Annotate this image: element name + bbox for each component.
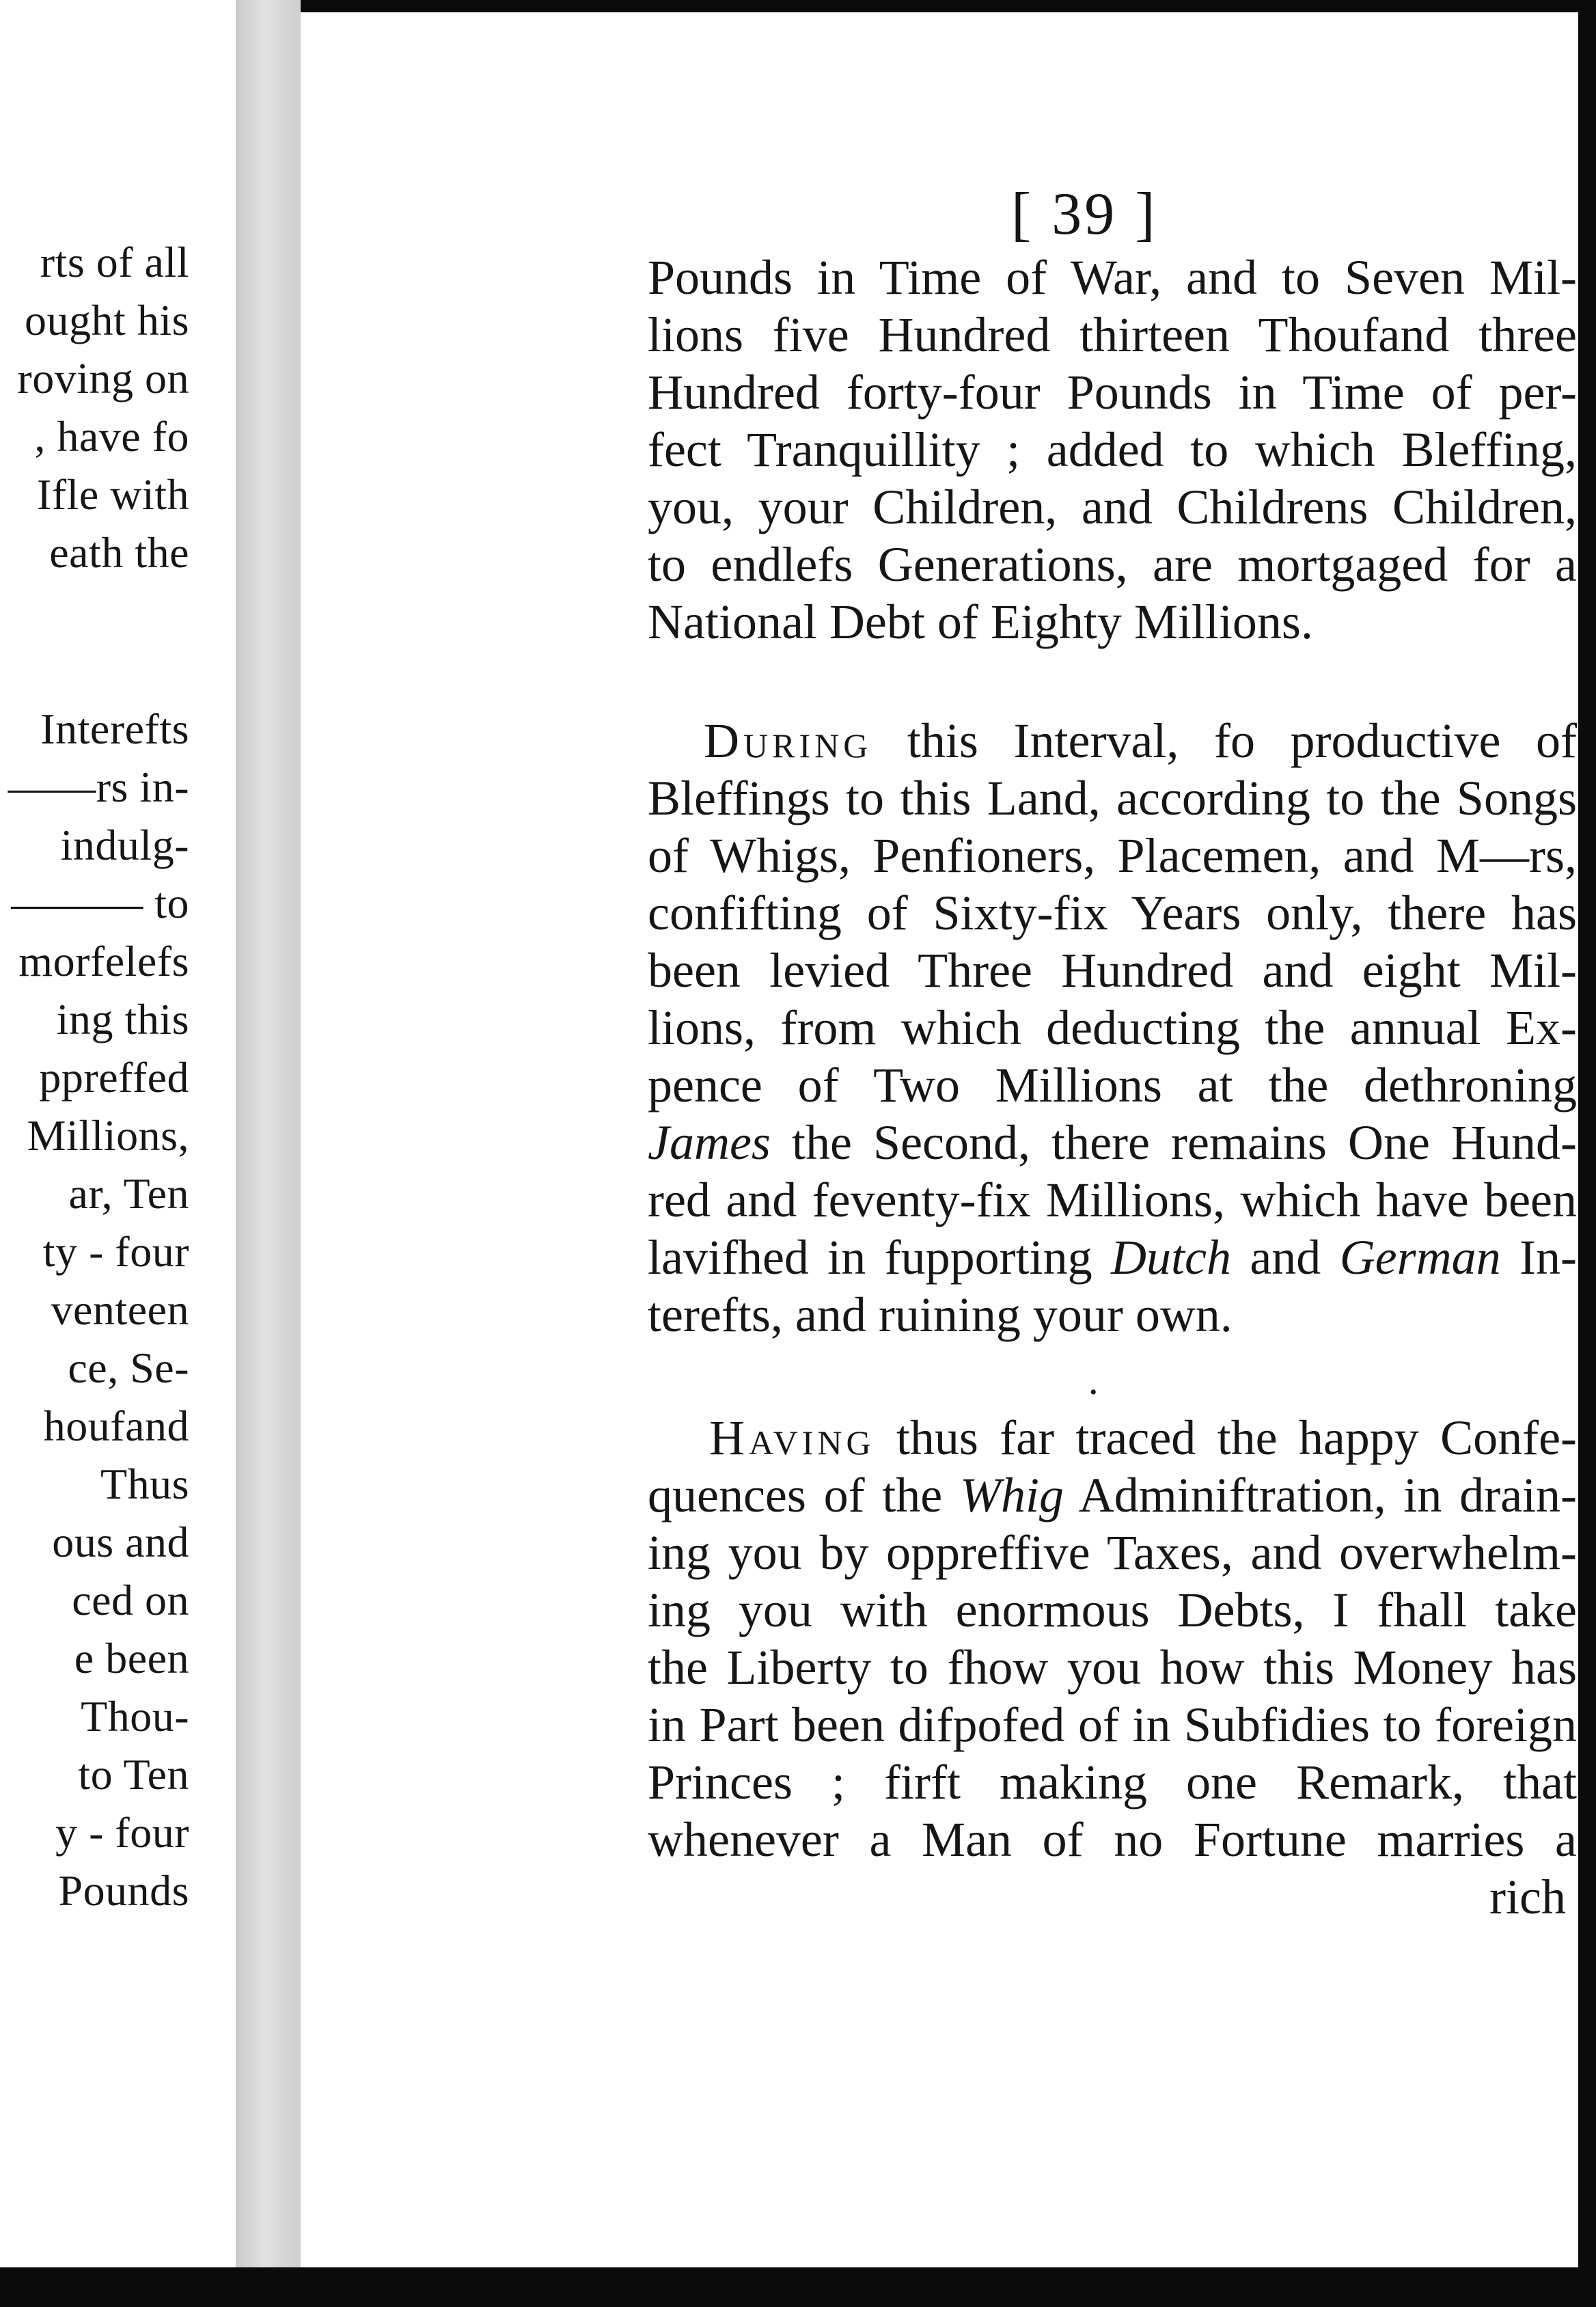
text-line: pence of Two Millions at the dethroning — [648, 1058, 1577, 1112]
facing-page-line: ——rs in- — [8, 763, 189, 811]
lead-word: During — [704, 713, 872, 768]
text-line: James the Second, there remains One Hund- — [648, 1115, 1577, 1170]
text-line: Hundred forty-four Pounds in Time of per- — [648, 365, 1577, 420]
text-line: lavifhed in fupporting Dutch and German In- — [648, 1230, 1577, 1285]
italic-name: Whig — [959, 1468, 1064, 1523]
text-line: Princes ; firft making one Remark, that — [648, 1755, 1577, 1810]
facing-page-line: to Ten — [78, 1750, 189, 1799]
facing-page-line: ing this — [56, 995, 189, 1043]
lead-word: Having — [709, 1410, 875, 1465]
text-line: you, your Children, and Childrens Children, — [648, 480, 1577, 534]
facing-page-line: Thus — [100, 1460, 189, 1508]
facing-page-line: eath the — [49, 528, 189, 577]
ornament-dot: • — [1090, 1381, 1097, 1404]
facing-page-line: indulg- — [60, 821, 189, 869]
text-line: fect Tranquillity ; added to which Bleffing, — [648, 422, 1577, 477]
text-line: whenever a Man of no Fortune marries a — [648, 1812, 1577, 1867]
facing-page-line: roving on — [17, 354, 189, 402]
italic-name: James — [648, 1115, 771, 1170]
facing-page-line: Interefts — [40, 705, 189, 753]
facing-page-line: houfand — [43, 1402, 189, 1450]
page-number: [ 39 ] — [1011, 181, 1158, 247]
text-line: of Whigs, Penfioners, Placemen, and M—rs, — [648, 828, 1577, 883]
text-line: Pounds in Time of War, and to Seven Mil- — [648, 250, 1577, 305]
text-line: terefts, and ruining your own. — [648, 1287, 1233, 1342]
text-line: ing you by oppreffive Taxes, and overwhelm- — [648, 1525, 1577, 1580]
facing-page-line: Ifle with — [36, 470, 189, 519]
facing-page-line: Millions, — [27, 1111, 189, 1160]
italic-name: Dutch — [1111, 1230, 1231, 1285]
catchword: rich — [1489, 1870, 1566, 1924]
facing-page-line: e been — [74, 1634, 189, 1682]
text-line: During this Interval, fo productive of — [704, 713, 1577, 768]
facing-page-line: ——— to — [11, 879, 189, 927]
book-gutter — [236, 0, 301, 2267]
facing-page-line: ought his — [25, 296, 189, 344]
facing-page-line: , have fo — [34, 412, 189, 461]
facing-page-line: y - four — [55, 1808, 189, 1857]
text-line: red and feventy-fix Millions, which have been — [648, 1173, 1577, 1227]
facing-page-line: morfelefs — [18, 937, 189, 985]
facing-page-line: ty - four — [42, 1227, 189, 1276]
text-line: lions, from which deducting the annual Ex- — [648, 1000, 1577, 1055]
text-line: in Part been difpofed of in Subfidies to foreign — [648, 1697, 1577, 1752]
text-line: the Liberty to fhow you how this Money has — [648, 1640, 1577, 1695]
page — [301, 12, 1578, 2267]
text-line: confifting of Sixty-fix Years only, there has — [648, 886, 1577, 940]
facing-page-line: ar, Ten — [68, 1169, 189, 1218]
scan-border — [0, 2267, 1596, 2307]
text-line: ing you with enormous Debts, I fhall take — [648, 1583, 1577, 1637]
text-line: quences of the Whig Adminiftration, in drain- — [648, 1468, 1577, 1523]
text-line: Having thus far traced the happy Confe- — [709, 1410, 1577, 1465]
text-line: to endlefs Generations, are mortgaged for a — [648, 537, 1577, 592]
facing-page-line: ced on — [72, 1576, 189, 1624]
text-line: National Debt of Eighty Millions. — [648, 595, 1313, 649]
text-line: been levied Three Hundred and eight Mil- — [648, 943, 1577, 998]
facing-page-line: Thou- — [81, 1692, 189, 1741]
text-line: Bleffings to this Land, according to the Songs — [648, 771, 1577, 825]
text-line: lions five Hundred thirteen Thoufand three — [648, 308, 1577, 362]
italic-name: German — [1339, 1230, 1501, 1285]
facing-page-line: ce, Se- — [68, 1343, 189, 1392]
facing-page-line: ous and — [52, 1518, 189, 1566]
facing-page-line: venteen — [51, 1285, 189, 1334]
facing-page-line: ppreffed — [39, 1053, 189, 1102]
facing-page-line: Pounds — [58, 1866, 189, 1915]
facing-page-fragment — [0, 0, 236, 2267]
facing-page-line: rts of all — [40, 238, 189, 286]
